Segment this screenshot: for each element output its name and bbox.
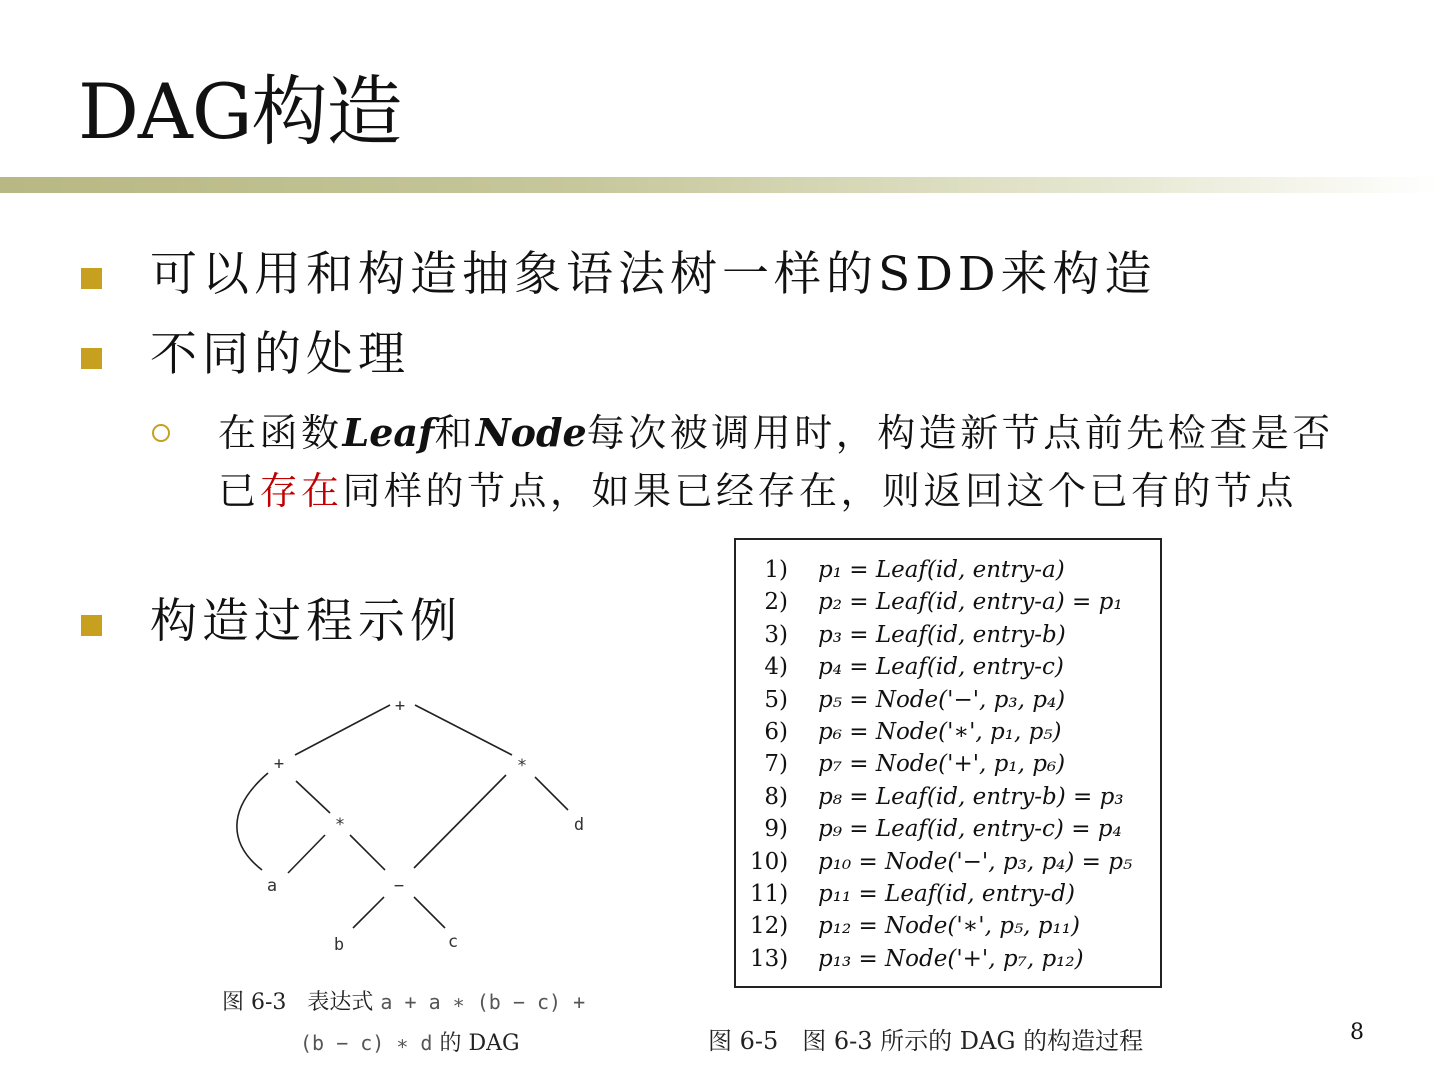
dag-caption-text: 表达式 <box>307 990 374 1015</box>
edge-star-minus <box>414 775 506 868</box>
step-number: 2) <box>764 589 788 616</box>
leaf-function-name: Leaf <box>342 410 435 455</box>
node-a: a <box>266 876 278 896</box>
construction-step <box>750 943 1160 975</box>
construction-step <box>750 748 1160 780</box>
dag-caption-expr-2: (b − c) ∗ d <box>300 1031 433 1055</box>
node-c: c <box>447 932 459 952</box>
sub-bullet-marker <box>152 424 170 442</box>
step-expression: p₂ = Leaf(id, entry-a) = p₁ <box>818 589 1123 616</box>
construction-step <box>750 684 1160 716</box>
node-b: b <box>333 935 345 955</box>
sub-bullet-part-2: 和 <box>434 411 476 455</box>
construction-step <box>750 651 1160 683</box>
construction-step <box>750 781 1160 813</box>
construction-step <box>750 586 1160 618</box>
step-expression: p₅ = Node('−', p₃, p₄) <box>818 686 1066 713</box>
step-number: 4) <box>764 654 788 681</box>
title-underline-bar <box>0 177 1440 193</box>
step-expression: p₇ = Node('+', p₁, p₆) <box>818 751 1066 778</box>
edge-plus-star <box>296 781 330 813</box>
construction-step <box>750 846 1160 878</box>
node-function-name: Node <box>475 410 587 455</box>
bullet-text-1: 可以用和构造抽象语法树一样的SDD来构造 <box>150 247 1157 302</box>
dag-caption-expr-1: a + a ∗ (b − c) + <box>380 990 586 1014</box>
sub-bullet-part-1: 在函数 <box>218 411 343 455</box>
step-number: 11) <box>750 880 789 907</box>
step-expression: p₁₃ = Node('+', p₇, p₁₂) <box>818 945 1084 972</box>
bullet-text-2: 不同的处理 <box>150 327 410 382</box>
dag-caption-line-1 <box>222 985 585 1016</box>
step-expression: p₁₀ = Node('−', p₃, p₄) = p₅ <box>818 848 1133 875</box>
step-number: 3) <box>764 621 788 648</box>
edge-star-d <box>535 777 568 810</box>
slide-title: DAG构造 <box>78 67 402 156</box>
step-number: 1) <box>764 557 788 583</box>
edge-plus-a <box>237 773 268 870</box>
step-expression: p₈ = Leaf(id, entry-b) = p₃ <box>818 783 1124 810</box>
edge-minus-c <box>414 897 445 928</box>
step-number: 6) <box>764 718 788 745</box>
node-star-mid: * <box>334 815 346 835</box>
highlight-exists: 存在 <box>259 469 343 513</box>
construction-step <box>750 554 1160 586</box>
construction-step <box>750 910 1160 942</box>
step-expression: p₉ = Leaf(id, entry-c) = p₄ <box>818 816 1122 843</box>
sub-bullet-text <box>218 404 1358 520</box>
steps-caption: 图 6-5 图 6-3 所示的 DAG 的构造过程 <box>708 1027 1144 1055</box>
step-expression: p₄ = Leaf(id, entry-c) <box>818 654 1064 681</box>
step-expression: p₁₁ = Leaf(id, entry-d) <box>818 880 1075 907</box>
construction-steps-box <box>734 538 1162 988</box>
dag-caption-line-2 <box>300 1026 520 1057</box>
bullet-marker <box>81 268 102 289</box>
edge-root-star <box>415 705 512 755</box>
node-plus: + <box>273 754 285 774</box>
step-expression: p₆ = Node('∗', p₁, p₅) <box>818 718 1062 745</box>
dag-caption-label: 图 6-3 <box>222 990 287 1015</box>
bullet-text-3: 构造过程示例 <box>150 594 462 649</box>
node-star-right: * <box>516 756 528 776</box>
construction-step <box>750 619 1160 651</box>
step-expression: p₃ = Leaf(id, entry-b) <box>818 621 1066 648</box>
construction-steps-list <box>750 554 1160 975</box>
edge-minus-b <box>353 897 384 928</box>
step-expression: p₁ = Leaf(id, entry-a) <box>818 557 1065 583</box>
construction-step <box>750 878 1160 910</box>
step-number: 13) <box>750 945 789 972</box>
page-number: 8 <box>1350 1020 1364 1045</box>
construction-step <box>750 716 1160 748</box>
step-expression: p₁₂ = Node('∗', p₅, p₁₁) <box>818 913 1080 940</box>
construction-step <box>750 813 1160 845</box>
step-number: 9) <box>764 816 788 843</box>
edge-star-a <box>288 835 325 873</box>
node-d: d <box>573 815 585 835</box>
sub-bullet-part-3: 每次被调用时，构造新节点前先检查是否已 <box>218 411 1334 513</box>
node-root-plus: + <box>394 696 406 716</box>
dag-caption-tail: 的 DAG <box>439 1031 520 1056</box>
node-minus: − <box>393 876 405 896</box>
bullet-marker <box>81 615 102 636</box>
edge-root-plus <box>295 705 390 755</box>
dag-diagram <box>200 685 620 965</box>
step-number: 10) <box>750 848 789 875</box>
bullet-marker <box>81 348 102 369</box>
step-number: 7) <box>764 751 788 778</box>
sub-bullet-part-4: 同样的节点，如果已经存在，则返回这个已有的节点 <box>342 469 1298 513</box>
step-number: 5) <box>764 686 788 713</box>
step-number: 12) <box>750 913 789 940</box>
edge-star-minus-mid <box>350 835 385 870</box>
step-number: 8) <box>764 783 788 810</box>
